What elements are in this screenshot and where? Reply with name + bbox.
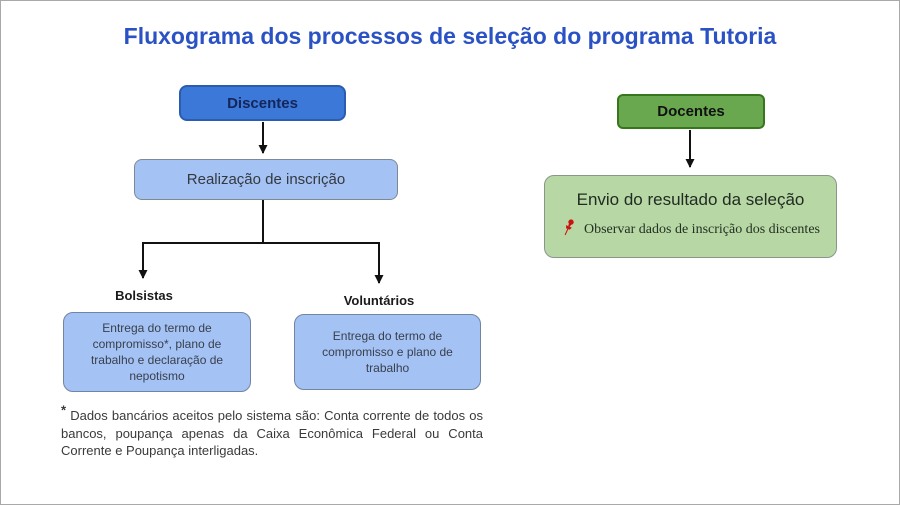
footnote bbox=[61, 402, 483, 460]
branch-box-voluntarios-text: Entrega do termo de compromisso e plano de trabalho bbox=[322, 329, 453, 375]
footnote-text: Dados bancários aceitos pelo sistema são: Conta corrente de todos os bancos, poupança apenas da Caixa Econômica Federal ou Conta Corrente e Poupança interligadas. bbox=[61, 408, 483, 458]
result-note bbox=[559, 217, 826, 243]
branch-label-voluntarios: Voluntários bbox=[343, 293, 415, 308]
node-resultado-selecao bbox=[544, 175, 837, 258]
pushpin-icon bbox=[559, 217, 578, 243]
node-docentes-label: Docentes bbox=[657, 103, 725, 120]
node-realizacao-label: Realização de inscrição bbox=[186, 171, 346, 188]
footnote-marker: * bbox=[61, 402, 67, 418]
node-realizacao-inscricao bbox=[134, 159, 398, 200]
branch-box-bolsistas-text: Entrega do termo de compromisso*, plano de trabalho e declaração de nepotismo bbox=[90, 321, 224, 383]
branch-box-bolsistas bbox=[63, 312, 251, 392]
node-discentes-label: Discentes bbox=[227, 94, 298, 112]
result-note-text: Observar dados de inscrição dos discentes bbox=[584, 222, 820, 237]
node-docentes bbox=[617, 94, 765, 129]
page-title: Fluxograma dos processos de seleção do programa Tutoria bbox=[123, 23, 777, 49]
node-discentes bbox=[179, 85, 346, 121]
branch-label-bolsistas: Bolsistas bbox=[115, 288, 173, 303]
branch-box-voluntarios bbox=[294, 314, 481, 390]
result-title: Envio do resultado da seleção bbox=[576, 190, 805, 209]
